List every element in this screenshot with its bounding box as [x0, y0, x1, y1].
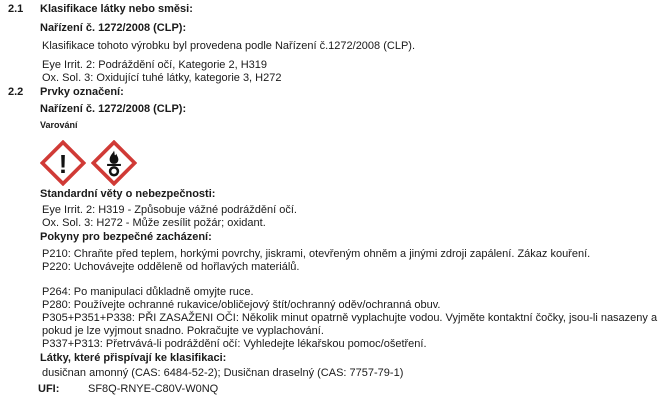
ghs03-flame-over-circle-icon — [91, 140, 137, 186]
precaution-statement: P305+P351+P338: PŘI ZASAŽENI OČI: Několik minut opatrně vyplachujte vodou. Vyjměte kontaktní čočky, jsou-li nasazeny a pokud je lze vyjmout snadno. Pokračujte ve vyplachování. — [42, 312, 658, 337]
contributors-list: dusičnan amonný (CAS: 6484-52-2); Dusičnan draselný (CAS: 7757-79-1) — [42, 367, 404, 379]
section-2-2-title: Prvky označení: — [40, 86, 124, 98]
classification-entry: Ox. Sol. 3: Oxidující tuhé látky, kategorie 3, H272 — [42, 72, 282, 84]
exclamation-glyph: ! — [58, 151, 68, 180]
signal-word: Varování — [40, 120, 78, 130]
precaution-statement: P220: Uchovávejte odděleně od hořlavých materiálů. — [42, 261, 300, 273]
ghs-pictogram-row — [40, 140, 137, 186]
hazard-statements-heading: Standardní věty o nebezpečnosti: — [40, 188, 216, 200]
section-2-2-number: 2.2 — [8, 86, 24, 98]
ufi-label: UFI: — [38, 383, 60, 395]
precaution-statement: P264: Po manipulaci důkladně omyjte ruce. — [42, 286, 254, 298]
section-2-1-title: Klasifikace látky nebo směsi: — [40, 3, 193, 15]
regulation-heading-2: Nařízení č. 1272/2008 (CLP): — [40, 103, 187, 115]
hazard-statement: Eye Irrit. 2: H319 - Způsobuje vážné podráždění očí. — [42, 204, 297, 216]
hazard-statement: Ox. Sol. 3: H272 - Může zesílit požár; oxidant. — [42, 217, 266, 229]
contributors-heading: Látky, které přispívají ke klasifikaci: — [40, 352, 227, 364]
classification-note: Klasifikace tohoto výrobku byl provedena podle Nařízení č.1272/2008 (CLP). — [42, 40, 415, 52]
section-2-1-number: 2.1 — [8, 3, 24, 15]
precaution-statement: P280: Používejte ochranné rukavice/obličejový štít/ochranný oděv/ochranná obuv. — [42, 299, 441, 311]
classification-entry: Eye Irrit. 2: Podráždění očí, Kategorie 2, H319 — [42, 59, 268, 71]
regulation-heading-1: Nařízení č. 1272/2008 (CLP): — [40, 22, 187, 34]
precaution-statement: P337+P313: Přetrvává-li podráždění očí: Vyhledejte lékařskou pomoc/ošetření. — [42, 338, 427, 350]
ufi-code: SF8Q-RNYE-C80V-W0NQ — [88, 383, 219, 395]
ghs07-exclamation-mark-icon — [40, 140, 86, 186]
precaution-heading: Pokyny pro bezpečné zacházení: — [40, 231, 212, 243]
precaution-statement: P210: Chraňte před teplem, horkými povrchy, jiskrami, otevřeným ohněm a jinými zdroji zapálení. Zákaz kouření. — [42, 248, 591, 260]
